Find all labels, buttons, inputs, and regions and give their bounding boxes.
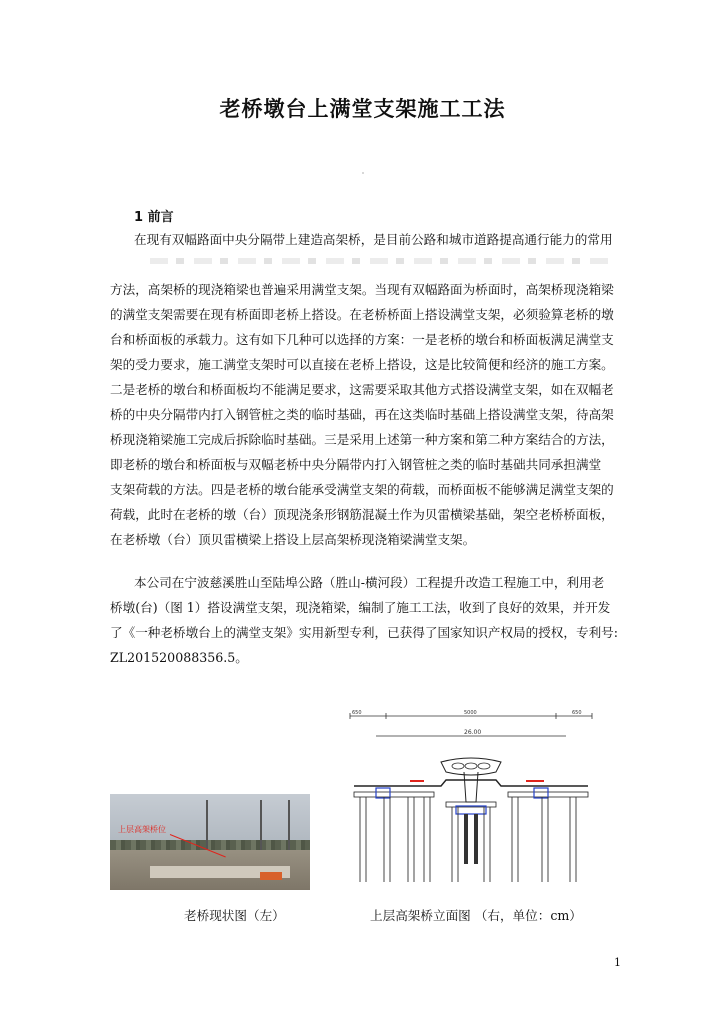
paragraph-line: 二是老桥的墩台和桥面板均不能满足要求，这需要采取其他方式搭设满堂支架，如在双幅老: [110, 382, 614, 397]
photo-trees: [110, 840, 310, 850]
dimension-label-mid: 26.00: [464, 729, 482, 736]
dimension-label-left: 650: [352, 710, 362, 716]
photo-pole: [206, 800, 208, 850]
dimension-label-right: 650: [572, 710, 582, 716]
paragraph-line: 方法，高架桥的现浇箱梁也普遍采用满堂支架。当现有双幅路面为桥面时，高架桥现浇箱梁: [110, 282, 614, 297]
paragraph-line: 了《一种老桥墩台上的满堂支架》实用新型专利，已获得了国家知识产权局的授权，专利号:: [110, 625, 618, 640]
paragraph-line: 即老桥的墩台和桥面板与双幅老桥中央分隔带内打入钢管桩之类的临时基础共同承担满堂: [110, 457, 602, 472]
paragraph-line: 桥墩(台)（图 1）搭设满堂支架，现浇箱梁，编制了施工工法，收到了良好的效果，并开发: [110, 600, 611, 615]
paragraph-line: 架的受力要求，施工满堂支架时可以直接在老桥上搭设，这是比较简便和经济的施工方案。: [110, 357, 614, 372]
paragraph-line: 台和桥面板的承载力。这有如下几种可以选择的方案：一是老桥的墩台和桥面板满足满堂支: [110, 332, 614, 347]
paragraph-line: 桥的中央分隔带内打入钢管桩之类的临时基础，再在这类临时基础上搭设满堂支架，待高架: [110, 407, 614, 422]
faint-scan-line: [150, 258, 610, 264]
paragraph-line: 桥现浇箱梁施工完成后拆除临时基础。三是采用上述第一种方案和第二种方案结合的方法，: [110, 432, 614, 447]
photo-annotation-label: 上层高架桥位: [118, 825, 166, 834]
figure-caption-right: 上层高架桥立面图 （右，单位：cm）: [370, 908, 582, 923]
paragraph-line: 的满堂支架需要在现有桥面即老桥上搭设。在老桥桥面上搭设满堂支架，必须验算老桥的墩: [110, 307, 614, 322]
paragraph-line: 在老桥墩（台）顶贝雷横梁上搭设上层高架桥现浇箱梁满堂支架。: [110, 532, 476, 547]
viaduct-elevation-drawing: [346, 706, 596, 896]
document-title: 老桥墩台上满堂支架施工工法: [219, 97, 506, 121]
old-bridge-photo: [110, 794, 310, 890]
photo-pole: [260, 800, 262, 850]
figure-caption-left: 老桥现状图（左）: [184, 908, 285, 923]
section-heading: 1 前言: [134, 210, 174, 225]
paragraph-line: ZL201520088356.5。: [110, 650, 248, 665]
speck: [362, 172, 364, 174]
photo-pole: [288, 800, 290, 850]
dimension-label-top: 5000: [464, 710, 477, 716]
page-number: 1: [614, 956, 621, 969]
paragraph-line: 本公司在宁波慈溪胜山至陆埠公路（胜山-横河段）工程提升改造工程施工中，利用老: [134, 575, 605, 590]
paragraph-line: 荷载，此时在老桥的墩（台）顶现浇条形钢筋混凝土作为贝雷横梁基础，架空老桥桥面板，: [110, 507, 614, 522]
paragraph-line: 在现有双幅路面中央分隔带上建造高架桥，是目前公路和城市道路提高通行能力的常用: [134, 232, 613, 247]
photo-barrier: [260, 872, 282, 880]
paragraph-line: 支架荷载的方法。四是老桥的墩台能承受满堂支架的荷载，而桥面板不能够满足满堂支架的: [110, 482, 614, 497]
